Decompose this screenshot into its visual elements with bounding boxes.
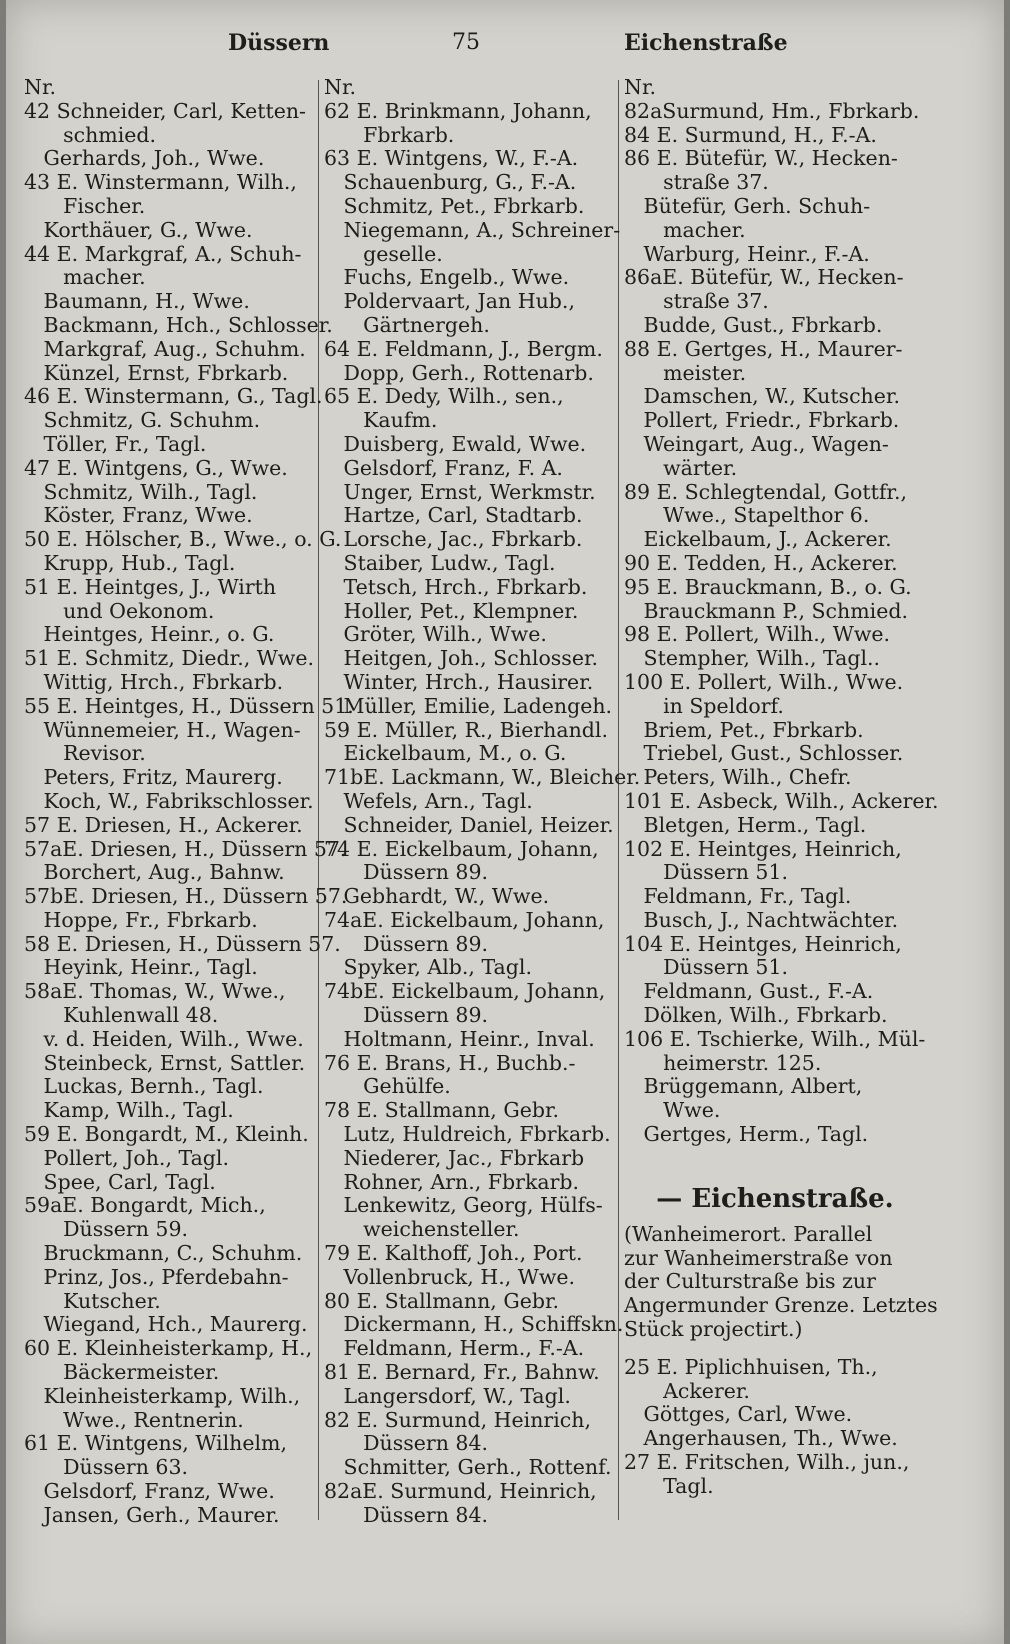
directory-line: Düssern 59. (24, 1217, 189, 1242)
directory-line: und Oekonom. (24, 598, 215, 623)
directory-line: Dopp, Gerh., Rottenarb. (324, 360, 594, 385)
directory-line: Göttges, Carl, Wwe. (624, 1402, 853, 1427)
directory-line: 100 E. Pollert, Wilh., Wwe. (624, 669, 904, 694)
directory-line: Heyink, Heinr., Tagl. (24, 955, 258, 980)
directory-line: 47 E. Wintgens, G., Wwe. (24, 455, 288, 480)
directory-line: Heintges, Heinr., o. G. (24, 622, 275, 647)
directory-line: Rohner, Arn., Fbrkarb. (324, 1169, 580, 1194)
directory-line: Holtmann, Heinr., Inval. (324, 1026, 595, 1051)
column-1 (24, 75, 354, 1528)
column-3-entries (624, 75, 939, 1147)
directory-line: Nr. (24, 75, 57, 99)
directory-line: 63 E. Wintgens, W., F.-A. (324, 146, 579, 171)
directory-line: in Speldorf. (624, 693, 784, 718)
directory-line: 84 E. Surmund, H., F.-A. (624, 122, 877, 147)
directory-line: Niederer, Jac., Fbrkarb (324, 1145, 585, 1170)
directory-line: Müller, Emilie, Ladengeh. (324, 693, 613, 718)
directory-line: Gehülfe. (324, 1074, 451, 1099)
directory-line: 65 E. Dedy, Wilh., sen., (324, 384, 564, 409)
directory-line: Lutz, Huldreich, Fbrkarb. (324, 1122, 611, 1147)
directory-line: Wwe., Stapelthor 6. (624, 503, 870, 528)
directory-line: Eickelbaum, J., Ackerer. (624, 527, 892, 552)
directory-line: Düssern 84. (324, 1431, 489, 1456)
directory-line: 88 E. Gertges, H., Maurer- (624, 336, 903, 361)
directory-line: Korthäuer, G., Wwe. (24, 217, 253, 242)
directory-line: Spee, Carl, Tagl. (24, 1169, 216, 1194)
directory-line: Weingart, Aug., Wagen- (624, 431, 889, 456)
directory-line: Dickermann, H., Schiffskn. (324, 1312, 624, 1337)
directory-line: Bütefür, Gerh. Schuh- (624, 193, 871, 218)
directory-line: Bletgen, Herm., Tagl. (624, 812, 867, 837)
directory-line: Warburg, Heinr., F.-A. (624, 241, 870, 266)
directory-line: wärter. (624, 455, 738, 480)
directory-line: straße 37. (624, 289, 769, 314)
directory-line: Winter, Hrch., Hausirer. (324, 669, 594, 694)
directory-line: Feldmann, Gust., F.-A. (624, 979, 874, 1004)
directory-line: 95 E. Brauckmann, B., o. G. (624, 574, 912, 599)
directory-line: Baumann, H., Wwe. (24, 289, 250, 314)
directory-line: Brauckmann P., Schmied. (624, 598, 909, 623)
directory-line: 46 E. Winstermann, G., Tagl. (24, 384, 323, 409)
directory-line: 82aE. Surmund, Heinrich, (324, 1479, 597, 1504)
directory-line: Gröter, Wilh., Wwe. (324, 622, 547, 647)
directory-line: 90 E. Tedden, H., Ackerer. (624, 550, 898, 575)
directory-line: Pollert, Joh., Tagl. (24, 1145, 229, 1170)
directory-line: Lenkewitz, Georg, Hülfs- (324, 1193, 603, 1218)
directory-line: Steinbeck, Ernst, Sattler. (24, 1050, 306, 1075)
directory-line: Kaufm. (324, 408, 438, 433)
page-header (6, 30, 1004, 66)
directory-line: Busch, J., Nachtwächter. (624, 907, 899, 932)
directory-line: 86aE. Bütefür, W., Hecken- (624, 265, 904, 290)
directory-line: 59 E. Müller, R., Bierhandl. (324, 717, 608, 742)
directory-line: Duisberg, Ewald, Wwe. (324, 431, 587, 456)
directory-line: 55 E. Heintges, H., Düssern 51. (24, 693, 354, 718)
directory-line: Künzel, Ernst, Fbrkarb. (24, 360, 289, 385)
directory-line: Wwe. (624, 1098, 721, 1123)
directory-line: Fuchs, Engelb., Wwe. (324, 265, 570, 290)
directory-line: Krupp, Hub., Tagl. (24, 550, 236, 575)
directory-line: zur Wanheimerstraße von (624, 1245, 893, 1270)
directory-line: Fbrkarb. (324, 122, 455, 147)
directory-line: 71bE. Lackmann, W., Bleicher. (324, 765, 641, 790)
directory-line: Unger, Ernst, Werkmstr. (324, 479, 596, 504)
directory-line: 57 E. Driesen, H., Ackerer. (24, 812, 303, 837)
header-right: Eichenstraße (624, 30, 788, 56)
directory-line: Düssern 89. (324, 931, 489, 956)
directory-line: 42 Schneider, Carl, Ketten- (24, 98, 306, 123)
directory-line: Gertges, Herm., Tagl. (624, 1122, 869, 1147)
directory-line: Tagl. (624, 1473, 714, 1498)
directory-line: Düssern 51. (624, 860, 789, 885)
directory-line: 51 E. Schmitz, Diedr., Wwe. (24, 646, 315, 671)
directory-line: Langersdorf, W., Tagl. (324, 1383, 571, 1408)
directory-page (6, 0, 1004, 1644)
directory-line: Schmitz, Pet., Fbrkarb. (324, 193, 585, 218)
directory-line: 74aE. Eickelbaum, Johann, (324, 907, 605, 932)
directory-line: Stempher, Wilh., Tagl.. (624, 646, 881, 671)
directory-line: Kuhlenwall 48. (24, 1003, 219, 1028)
directory-line: Angerhausen, Th., Wwe. (624, 1426, 898, 1451)
directory-line: Wittig, Hrch., Fbrkarb. (24, 669, 284, 694)
directory-line: 44 E. Markgraf, A., Schuh- (24, 241, 302, 266)
directory-line: Wwe., Rentnerin. (24, 1407, 244, 1432)
directory-line: Gerhards, Joh., Wwe. (24, 146, 265, 171)
directory-line: Stück projectirt.) (624, 1317, 803, 1342)
directory-line: 60 E. Kleinheisterkamp, H., (24, 1336, 313, 1361)
directory-line: Hoppe, Fr., Fbrkarb. (24, 907, 258, 932)
directory-line: Ackerer. (624, 1378, 750, 1403)
column-divider (618, 80, 619, 1520)
directory-line: Tetsch, Hrch., Fbrkarb. (324, 574, 588, 599)
directory-line: 98 E. Pollert, Wilh., Wwe. (624, 622, 891, 647)
directory-line: Gärtnergeh. (324, 312, 490, 337)
directory-line: Koch, W., Fabrikschlosser. (24, 788, 314, 813)
column-2 (324, 75, 641, 1528)
directory-line: Heitgen, Joh., Schlosser. (324, 646, 599, 671)
directory-line: Markgraf, Aug., Schuhm. (24, 336, 306, 361)
directory-line: macher. (24, 265, 146, 290)
directory-line: 27 E. Fritschen, Wilh., jun., (624, 1450, 910, 1475)
directory-line: Bäckermeister. (24, 1360, 220, 1385)
directory-line: 57aE. Driesen, H., Düssern 57. (24, 836, 347, 861)
directory-line: Prinz, Jos., Pferdebahn- (24, 1264, 289, 1289)
column-3 (624, 75, 939, 1499)
directory-line: Backmann, Hch., Schlosser. (24, 312, 333, 337)
header-left: Düssern (228, 30, 330, 56)
directory-line: 64 E. Feldmann, J., Bergm. (324, 336, 603, 361)
directory-line: Feldmann, Fr., Tagl. (624, 884, 852, 909)
directory-line: v. d. Heiden, Wilh., Wwe. (24, 1026, 304, 1051)
directory-line: Schmitz, Wilh., Tagl. (24, 479, 258, 504)
directory-line: 81 E. Bernard, Fr., Bahnw. (324, 1360, 600, 1385)
directory-line: 58 E. Driesen, H., Düssern 57. (24, 931, 341, 956)
directory-line: (Wanheimerort. Parallel (624, 1221, 873, 1246)
directory-line: meister. (624, 360, 747, 385)
directory-line: Niegemann, A., Schreiner- (324, 217, 621, 242)
directory-line: Bruckmann, C., Schuhm. (24, 1241, 303, 1266)
directory-line: Briem, Pet., Fbrkarb. (624, 717, 864, 742)
directory-line: Lorsche, Jac., Fbrkarb. (324, 527, 583, 552)
directory-line: 82 E. Surmund, Heinrich, (324, 1407, 591, 1432)
directory-line: Budde, Gust., Fbrkarb. (624, 312, 883, 337)
directory-line: Jansen, Gerh., Maurer. (24, 1502, 280, 1527)
directory-line: der Culturstraße bis zur (624, 1269, 876, 1294)
directory-line: macher. (624, 217, 746, 242)
directory-line: Holler, Pet., Klempner. (324, 598, 579, 623)
directory-line: Schmitter, Gerh., Rottenf. (324, 1455, 612, 1480)
directory-line: Dölken, Wilh., Fbrkarb. (624, 1003, 888, 1028)
directory-line: 80 E. Stallmann, Gebr. (324, 1288, 560, 1313)
directory-line: 79 E. Kalthoff, Joh., Port. (324, 1241, 583, 1266)
directory-line: straße 37. (624, 170, 769, 195)
directory-line: Schneider, Daniel, Heizer. (324, 812, 614, 837)
directory-line: Düssern 89. (324, 1003, 489, 1028)
directory-line: Düssern 63. (24, 1455, 189, 1480)
directory-line: 51 E. Heintges, J., Wirth (24, 574, 277, 599)
directory-line: Wefels, Arn., Tagl. (324, 788, 533, 813)
directory-line: Spyker, Alb., Tagl. (324, 955, 532, 980)
directory-line: schmied. (24, 122, 157, 147)
directory-line: Angermunder Grenze. Letztes (624, 1293, 938, 1318)
directory-line: Köster, Franz, Wwe. (24, 503, 253, 528)
directory-line: Nr. (324, 75, 357, 99)
directory-line: Kamp, Wilh., Tagl. (24, 1098, 234, 1123)
directory-line: Wiegand, Hch., Maurerg. (24, 1312, 308, 1337)
directory-line: 74bE. Eickelbaum, Johann, (324, 979, 606, 1004)
directory-line: Gelsdorf, Franz, F. A. (324, 455, 563, 480)
directory-line: 74 E. Eickelbaum, Johann, (324, 836, 599, 861)
directory-line: Peters, Wilh., Chefr. (624, 765, 852, 790)
directory-line: 104 E. Heintges, Heinrich, (624, 931, 902, 956)
directory-line: Nr. (624, 75, 657, 99)
directory-line: Feldmann, Herm., F.-A. (324, 1336, 585, 1361)
directory-line: Kleinheisterkamp, Wilh., (24, 1383, 301, 1408)
directory-line: Düssern 89. (324, 860, 489, 885)
directory-line: 86 E. Bütefür, W., Hecken- (624, 146, 898, 171)
directory-line: 78 E. Stallmann, Gebr. (324, 1098, 560, 1123)
directory-line: Luckas, Bernh., Tagl. (24, 1074, 264, 1099)
directory-line: Pollert, Friedr., Fbrkarb. (624, 408, 900, 433)
directory-line: Brüggemann, Albert, (624, 1074, 863, 1099)
directory-line: 106 E. Tschierke, Wilh., Mül- (624, 1026, 926, 1051)
directory-line: Hartze, Carl, Stadtarb. (324, 503, 583, 528)
directory-line: 61 E. Wintgens, Wilhelm, (24, 1431, 287, 1456)
directory-line: 59aE. Bongardt, Mich., (24, 1193, 266, 1218)
directory-line: 50 E. Hölscher, B., Wwe., o. G. (24, 527, 342, 552)
directory-line: 62 E. Brinkmann, Johann, (324, 98, 592, 123)
directory-line: 101 E. Asbeck, Wilh., Ackerer. (624, 788, 939, 813)
directory-line: 58aE. Thomas, W., Wwe., (24, 979, 286, 1004)
directory-line: Vollenbruck, H., Wwe. (324, 1264, 576, 1289)
directory-line: 89 E. Schlegtendal, Gottfr., (624, 479, 908, 504)
directory-line: Damschen, W., Kutscher. (624, 384, 900, 409)
directory-line: Borchert, Aug., Bahnw. (24, 860, 285, 885)
directory-line: 82aSurmund, Hm., Fbrkarb. (624, 98, 920, 123)
directory-line: Wünnemeier, H., Wagen- (24, 717, 301, 742)
directory-line: 25 E. Piplichhuisen, Th., (624, 1354, 878, 1379)
section-title: — Eichenstraße. (656, 1183, 894, 1214)
directory-line: Gebhardt, W., Wwe. (324, 884, 550, 909)
directory-line: 76 E. Brans, H., Buchb.- (324, 1050, 576, 1075)
directory-line: Staiber, Ludw., Tagl. (324, 550, 556, 575)
directory-line: weichensteller. (324, 1217, 520, 1242)
directory-line: heimerstr. 125. (624, 1050, 822, 1075)
directory-line: Eickelbaum, M., o. G. (324, 741, 567, 766)
directory-line: 102 E. Heintges, Heinrich, (624, 836, 902, 861)
directory-line: 57bE. Driesen, H., Düssern 57. (24, 884, 348, 909)
section-note (624, 1221, 938, 1342)
directory-line: Schauenburg, G., F.-A. (324, 170, 577, 195)
directory-line: Töller, Fr., Tagl. (24, 431, 207, 456)
page-number: 75 (452, 30, 480, 55)
directory-line: Fischer. (24, 193, 146, 218)
directory-line: geselle. (324, 241, 443, 266)
directory-line: 43 E. Winstermann, Wilh., (24, 170, 297, 195)
directory-line: Poldervaart, Jan Hub., (324, 289, 575, 314)
directory-line: Schmitz, G. Schuhm. (24, 408, 261, 433)
directory-line: Revisor. (24, 741, 146, 766)
directory-line: Düssern 84. (324, 1502, 489, 1527)
directory-line: 59 E. Bongardt, M., Kleinh. (24, 1122, 309, 1147)
section-entries (624, 1356, 926, 1499)
directory-line: Düssern 51. (624, 955, 789, 980)
directory-line: Gelsdorf, Franz, Wwe. (24, 1479, 275, 1504)
directory-line: Peters, Fritz, Maurerg. (24, 765, 283, 790)
column-divider (318, 80, 319, 1520)
directory-line: Triebel, Gust., Schlosser. (624, 741, 904, 766)
directory-line: Kutscher. (24, 1288, 161, 1313)
